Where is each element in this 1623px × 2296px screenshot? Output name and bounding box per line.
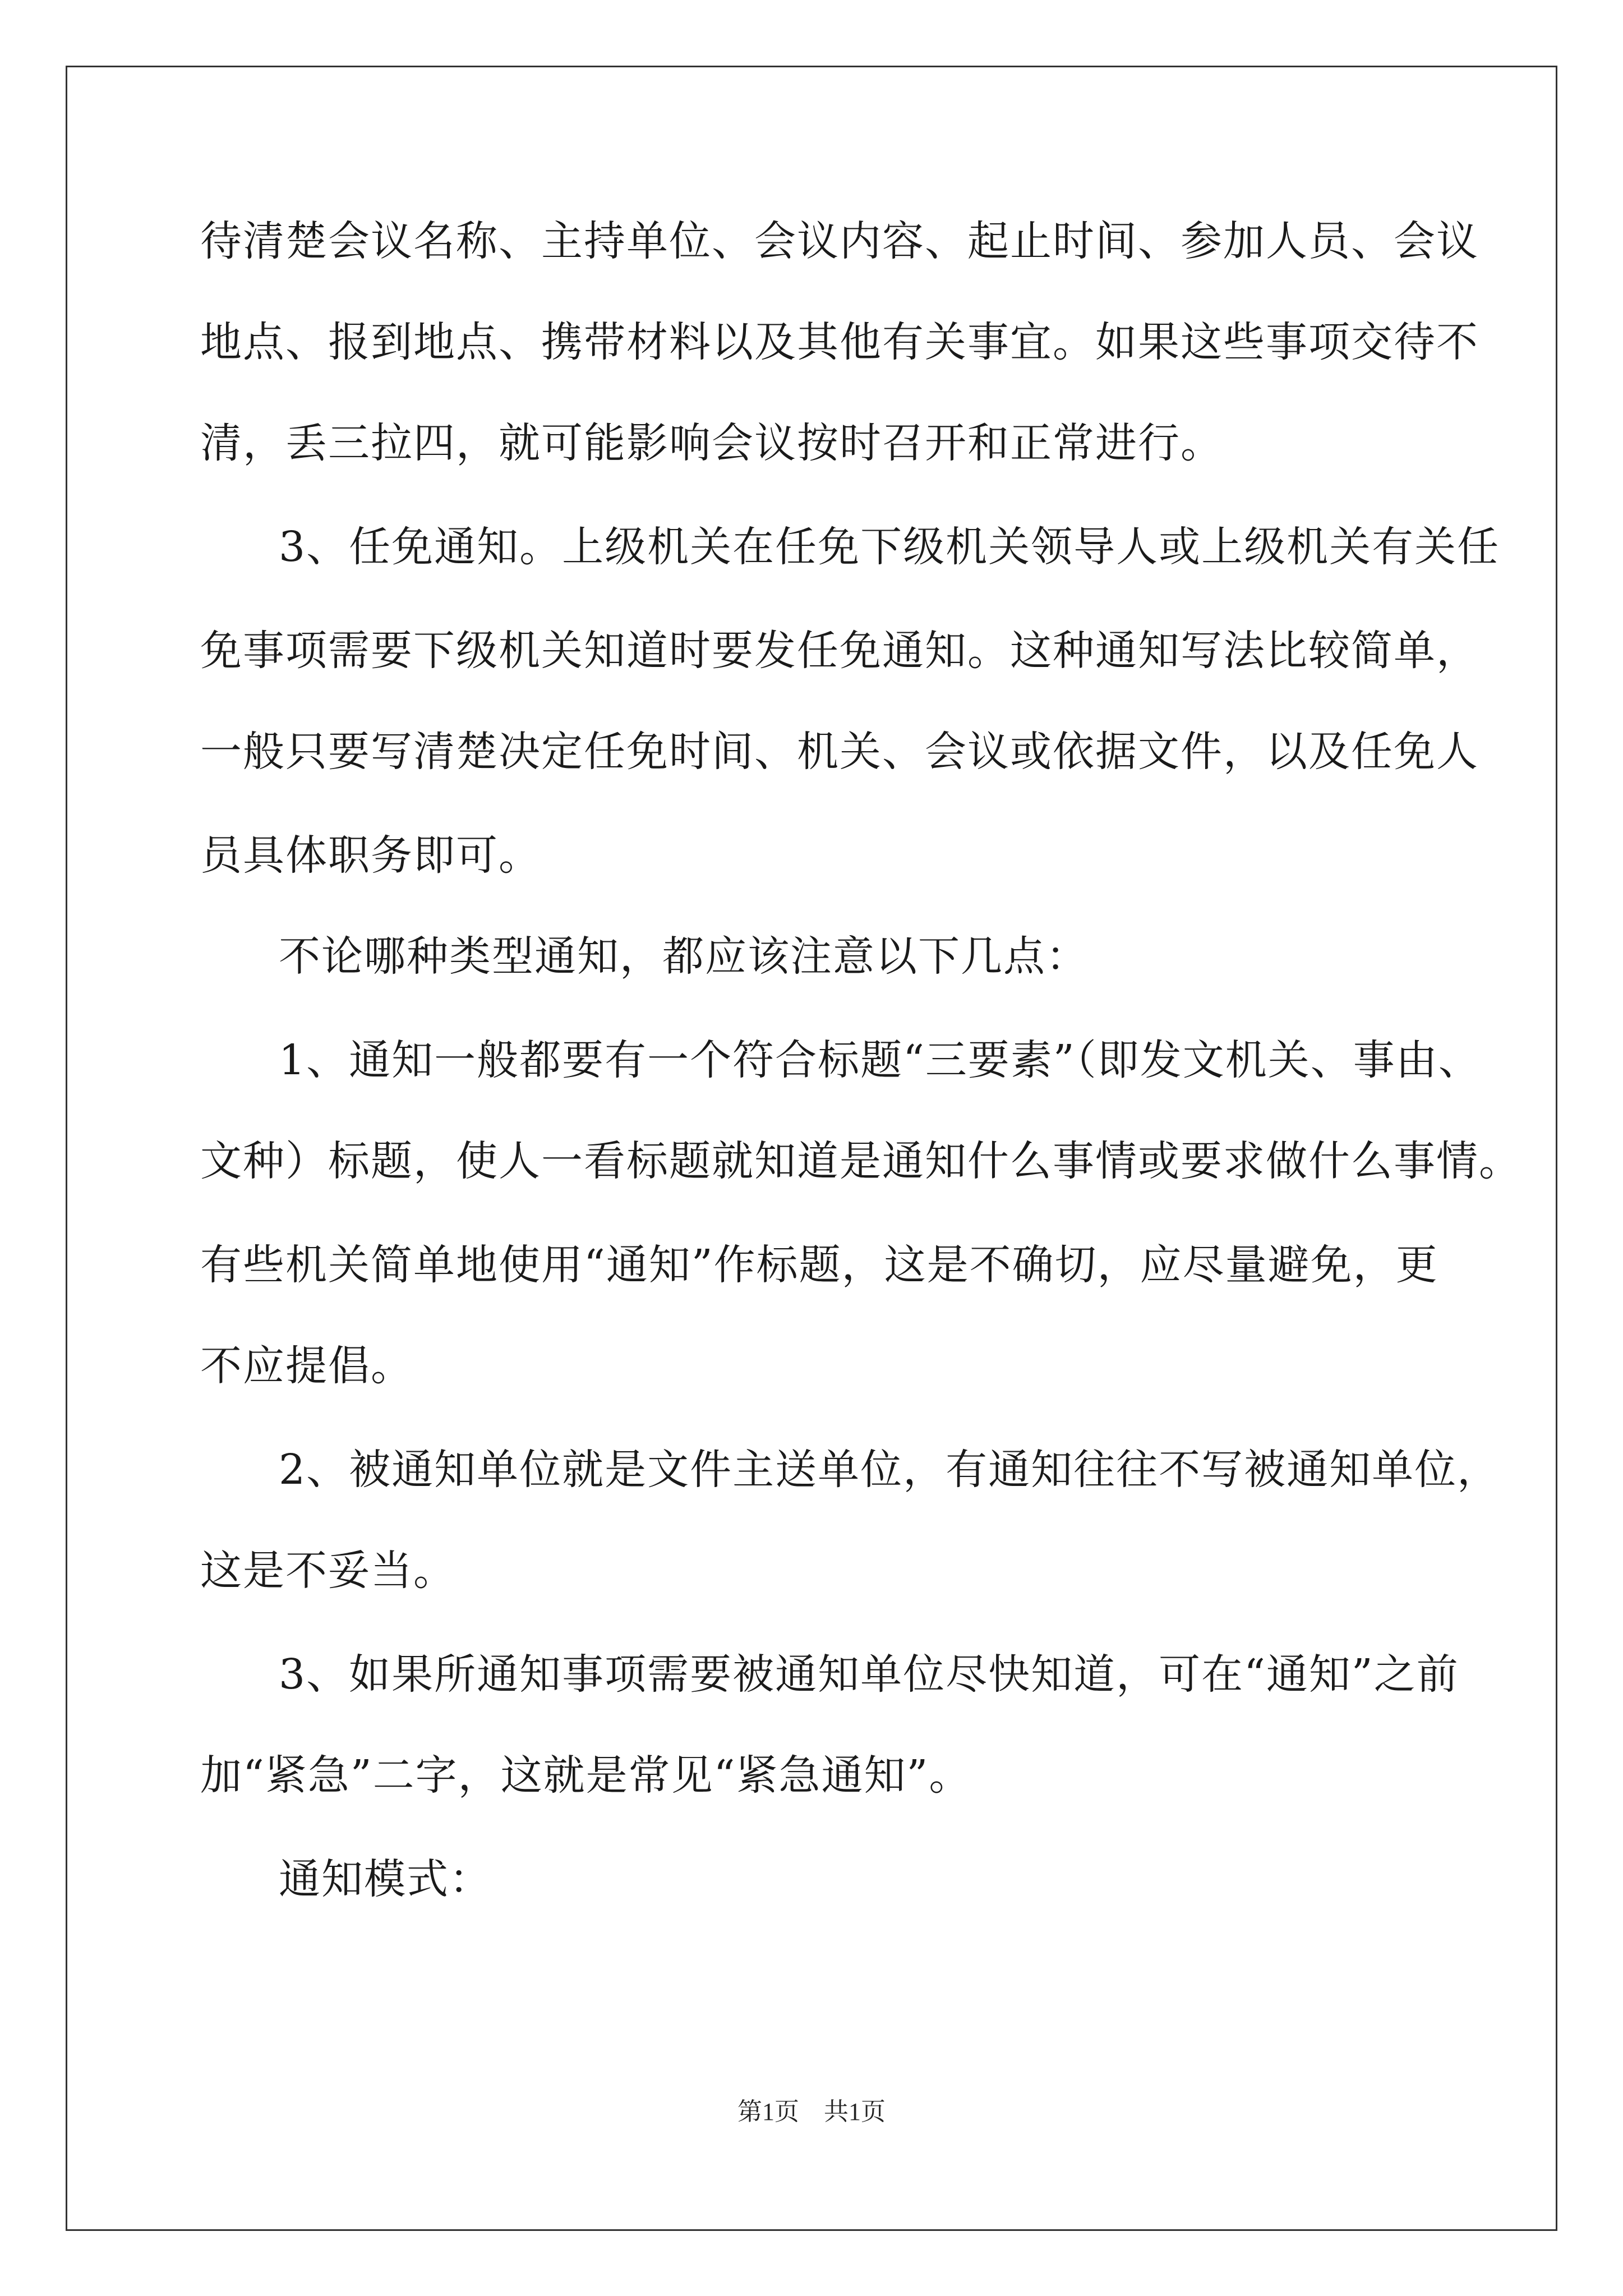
text-line: 地点、报到地点、携带材料以及其他有关事宜。如果这些事项交待不 [200, 318, 1479, 366]
text-line: 1、通知一般都要有一个符合标题“三要素”（即发文机关、事由、 [279, 1036, 1481, 1084]
text-line: 有些机关简单地使用“通知”作标题，这是不确切，应尽量避免，更 [200, 1241, 1438, 1289]
text-line: 待清楚会议名称、主持单位、会议内容、起止时间、参加人员、会议 [200, 217, 1479, 265]
text-line: 通知模式： [279, 1855, 492, 1903]
text-line: 一般只要写清楚决定任免时间、机关、会议或依据文件，以及任免人 [200, 728, 1479, 776]
text-line: 不论哪种类型通知，都应该注意以下几点： [279, 932, 1089, 981]
page-total: 共1页 [824, 2098, 886, 2125]
text-line: 免事项需要下级机关知道时要发任免通知。这种通知写法比较简单， [200, 627, 1479, 675]
text-line: 2、被通知单位就是文件主送单位，有通知往往不写被通知单位， [279, 1446, 1500, 1494]
text-line: 清，丢三拉四，就可能影响会议按时召开和正常进行。 [200, 419, 1223, 467]
page-footer [0, 2095, 1623, 2129]
text-line: 3、任免通知。上级机关在任免下级机关领导人或上级机关有关任 [279, 523, 1500, 571]
text-line: 3、如果所通知事项需要被通知单位尽快知道，可在“通知”之前 [279, 1650, 1459, 1699]
page-number: 第1页 [737, 2098, 799, 2125]
text-line: 文种）标题，使人一看标题就知道是通知什么事情或要求做什么事情。 [200, 1137, 1521, 1185]
text-line: 这是不妥当。 [200, 1547, 456, 1595]
text-line: 员具体职务即可。 [200, 831, 541, 880]
text-line: 不应提倡。 [200, 1342, 413, 1390]
footer-gap [799, 2098, 824, 2125]
text-line: 加“紧急”二字，这就是常见“紧急通知”。 [200, 1751, 972, 1800]
